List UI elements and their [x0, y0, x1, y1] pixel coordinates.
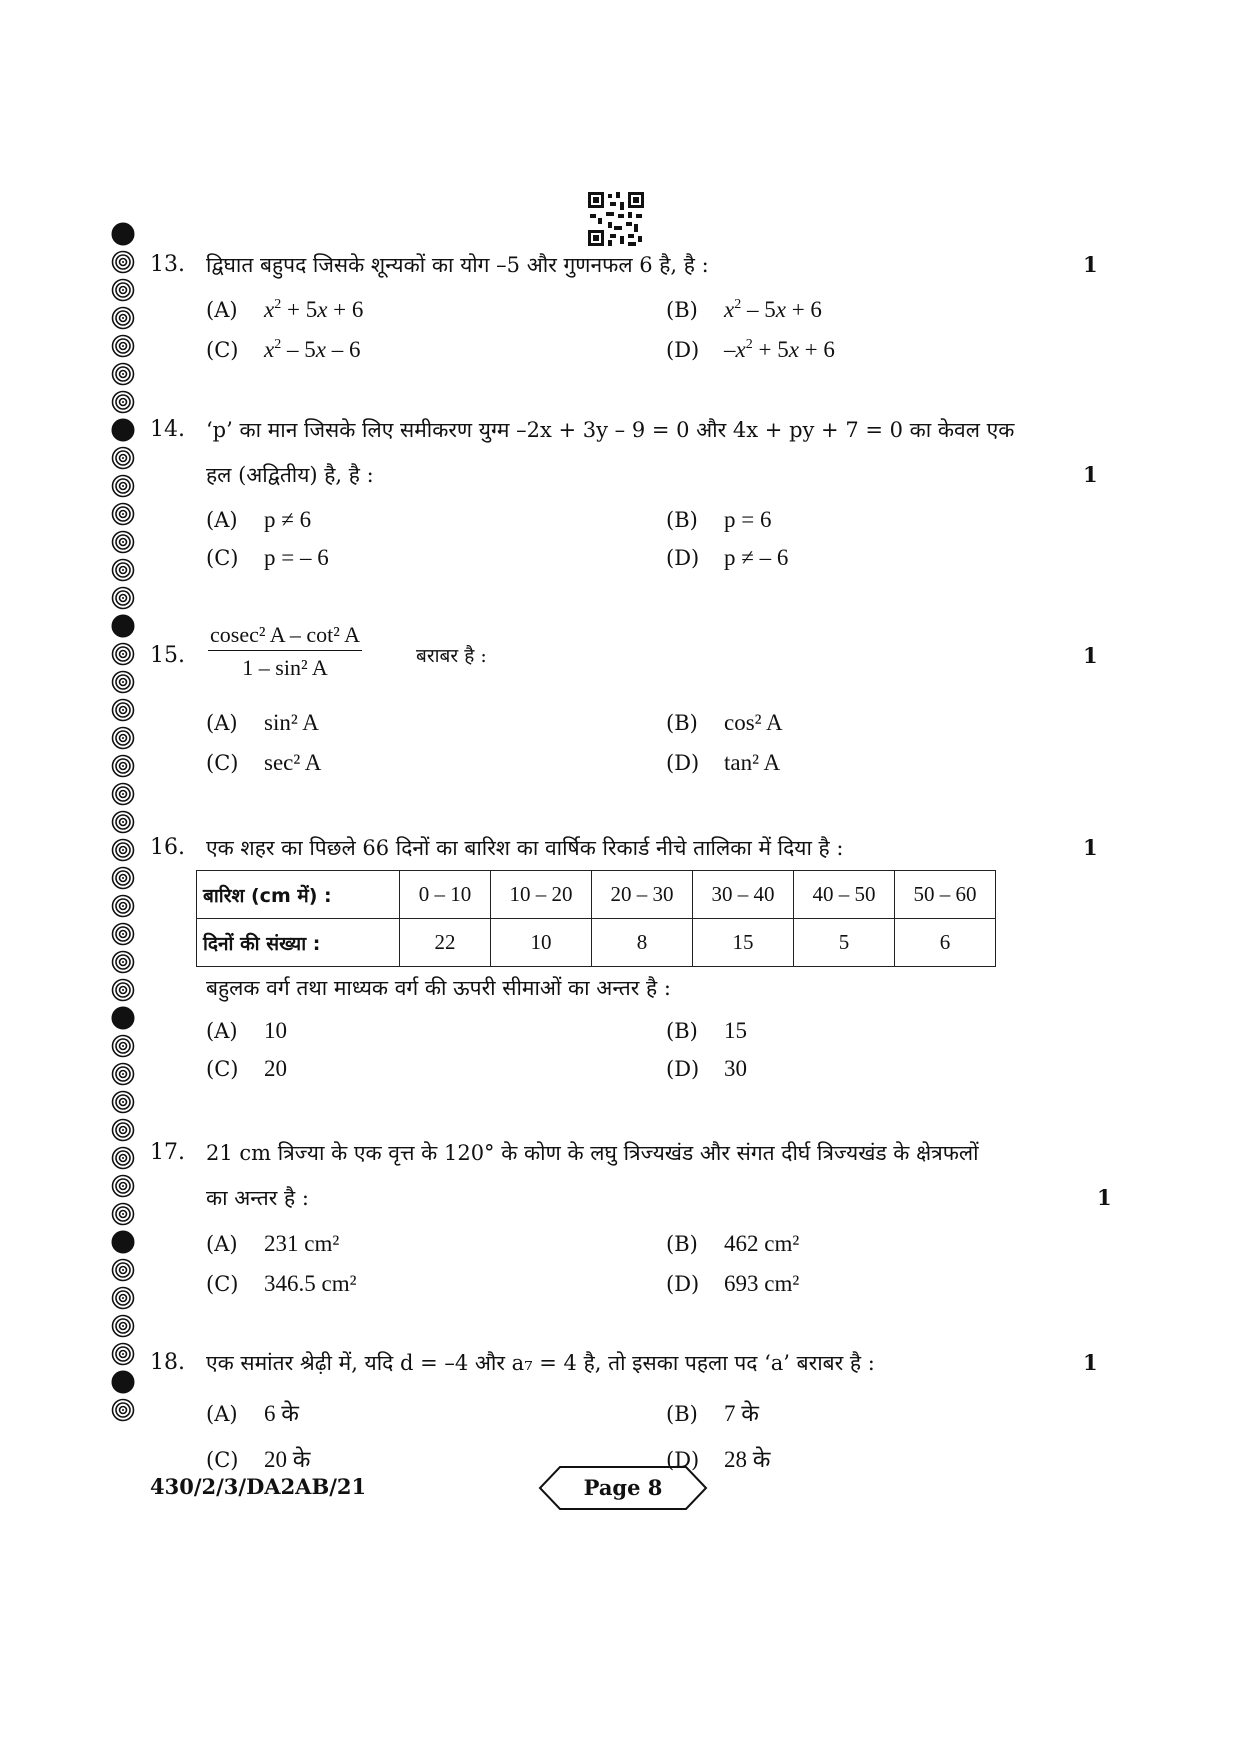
- page-number-tag: [538, 1465, 708, 1511]
- question-18-option-d: (D) 28 के: [666, 1447, 771, 1472]
- table-cell-days: 5: [794, 919, 895, 967]
- question-15-marks: 1: [1083, 643, 1098, 668]
- margin-circle-icon: [111, 418, 135, 442]
- question-15-option-c: (C) sec² A: [206, 750, 322, 775]
- margin-circle-icon: [111, 1090, 135, 1114]
- table-cell-interval: 0 – 10: [400, 871, 491, 919]
- question-13-option-b: (B) $x^2 - 5x + 6$: [666, 297, 822, 322]
- question-17-text-line1: 21 cm त्रिज्या के एक वृत्त के 120° के कोण के लघु त्रिज्यखंड और संगत दीर्घ त्रिज्यखंड के क्षेत्रफलों: [206, 1141, 979, 1165]
- margin-circle-icon: [111, 446, 135, 470]
- margin-circle-icon: [111, 390, 135, 414]
- qr-code: [588, 192, 644, 246]
- question-13-text: द्विघात बहुपद जिसके शून्यकों का योग –5 और गुणनफल 6 है, है :: [206, 253, 709, 277]
- question-14-option-c: (C) p = – 6: [206, 545, 329, 570]
- question-14-option-a: (A) p ≠ 6: [206, 507, 312, 532]
- question-15-number: 15.: [150, 643, 185, 668]
- question-18-option-b: (B) 7 के: [666, 1401, 759, 1426]
- table-row-header-rainfall: बारिश (cm में) :: [197, 871, 400, 919]
- table-cell-days: 22: [400, 919, 491, 967]
- table-cell-interval: 20 – 30: [592, 871, 693, 919]
- margin-circle-icon: [111, 1202, 135, 1226]
- rainfall-table: [196, 870, 996, 967]
- margin-circle-icon: [111, 1398, 135, 1422]
- table-row-header-days: दिनों की संख्या :: [197, 919, 400, 967]
- question-15-option-b: (B) cos² A: [666, 710, 783, 735]
- question-18-option-c: (C) 20 के: [206, 1447, 311, 1472]
- question-14-option-b: (B) p = 6: [666, 507, 772, 532]
- margin-circle-icon: [111, 782, 135, 806]
- question-16-text: एक शहर का पिछले 66 दिनों का बारिश का वार्षिक रिकार्ड नीचे तालिका में दिया है :: [206, 836, 844, 860]
- table-cell-days: 15: [693, 919, 794, 967]
- margin-circle-icon: [111, 306, 135, 330]
- margin-circle-icon: [111, 1342, 135, 1366]
- margin-circle-icon: [111, 1118, 135, 1142]
- margin-circle-icon: [111, 838, 135, 862]
- margin-circle-icon: [111, 922, 135, 946]
- question-17-text-line2: का अन्तर है :: [206, 1186, 309, 1210]
- margin-circle-icon: [111, 586, 135, 610]
- paper-code: 430/2/3/DA2AB/21: [150, 1474, 367, 1499]
- margin-circle-icon: [111, 222, 135, 246]
- margin-circle-icon: [111, 1314, 135, 1338]
- question-16-option-c: (C) 20: [206, 1056, 287, 1081]
- table-cell-interval: 40 – 50: [794, 871, 895, 919]
- margin-circle-icon: [111, 1146, 135, 1170]
- margin-circle-icon: [111, 810, 135, 834]
- question-17-option-c: (C) 346.5 cm²: [206, 1271, 357, 1296]
- question-15-option-d: (D) tan² A: [666, 750, 781, 775]
- table-cell-days: 6: [895, 919, 996, 967]
- table-cell-days: 10: [491, 919, 592, 967]
- margin-circle-icon: [111, 558, 135, 582]
- question-16-number: 16.: [150, 835, 185, 860]
- question-18-number: 18.: [150, 1350, 185, 1375]
- question-17-number: 17.: [150, 1140, 185, 1165]
- question-18-option-a: (A) 6 के: [206, 1401, 299, 1426]
- page-number: Page 8: [583, 1475, 663, 1500]
- question-16-option-a: (A) 10: [206, 1018, 287, 1043]
- table-cell-interval: 30 – 40: [693, 871, 794, 919]
- question-16-followup: बहुलक वर्ग तथा माध्यक वर्ग की ऊपरी सीमाओं का अन्तर है :: [206, 976, 671, 1000]
- margin-circle-icon: [111, 1006, 135, 1030]
- margin-circle-icon: [111, 278, 135, 302]
- margin-circle-icon: [111, 950, 135, 974]
- table-cell-days: 8: [592, 919, 693, 967]
- margin-circle-icon: [111, 1230, 135, 1254]
- margin-circle-icon: [111, 614, 135, 638]
- table-cell-interval: 10 – 20: [491, 871, 592, 919]
- question-16-marks: 1: [1083, 835, 1098, 860]
- margin-circle-icon: [111, 726, 135, 750]
- question-18-text: एक समांतर श्रेढ़ी में, यदि d = –4 और a₇ = 4 है, तो इसका पहला पद ‘a’ बराबर है :: [206, 1351, 875, 1375]
- margin-circle-icon: [111, 698, 135, 722]
- question-14-number: 14.: [150, 417, 185, 442]
- margin-circle-icon: [111, 670, 135, 694]
- question-14-text-line2: हल (अद्वितीय) है, है :: [206, 463, 374, 487]
- question-15-numerator: cosec² A – cot² A: [208, 622, 362, 651]
- table-row: [197, 919, 996, 967]
- margin-circle-icon: [111, 642, 135, 666]
- question-17-option-a: (A) 231 cm²: [206, 1231, 340, 1256]
- question-13-option-c: (C) $x^2 - 5x - 6$: [206, 337, 361, 362]
- table-cell-interval: 50 – 60: [895, 871, 996, 919]
- margin-circle-icon: [111, 250, 135, 274]
- margin-circle-icon: [111, 754, 135, 778]
- question-18-marks: 1: [1083, 1350, 1098, 1375]
- margin-circle-icon: [111, 1370, 135, 1394]
- question-17-option-b: (B) 462 cm²: [666, 1231, 800, 1256]
- margin-circle-icon: [111, 502, 135, 526]
- question-17-marks: 1: [1097, 1185, 1112, 1210]
- margin-circle-icon: [111, 1174, 135, 1198]
- margin-circle-icon: [111, 1034, 135, 1058]
- margin-circle-icon: [111, 894, 135, 918]
- margin-circle-icon: [111, 1062, 135, 1086]
- question-16-option-b: (B) 15: [666, 1018, 747, 1043]
- margin-circle-icon: [111, 866, 135, 890]
- question-13-option-d: (D) $-x^2 + 5x + 6$: [666, 337, 835, 362]
- margin-circle-icon: [111, 978, 135, 1002]
- margin-circle-icon: [111, 1258, 135, 1282]
- question-16-option-d: (D) 30: [666, 1056, 747, 1081]
- question-13-marks: 1: [1083, 252, 1098, 277]
- table-row: [197, 871, 996, 919]
- question-15-fraction: [208, 622, 362, 681]
- margin-circle-icon: [111, 1286, 135, 1310]
- question-17-option-d: (D) 693 cm²: [666, 1271, 800, 1296]
- question-13-option-a: (A) $x^2 + 5x + 6$: [206, 297, 364, 322]
- question-15-option-a: (A) sin² A: [206, 710, 319, 735]
- question-14-marks: 1: [1083, 462, 1098, 487]
- question-13-number: 13.: [150, 252, 185, 277]
- margin-circle-icon: [111, 530, 135, 554]
- question-14-text-line1: ‘p’ का मान जिसके लिए समीकरण युग्म –2x + 3y – 9 = 0 और 4x + py + 7 = 0 का केवल एक: [206, 418, 1015, 442]
- question-15-denominator: 1 – sin² A: [242, 655, 328, 680]
- question-14-option-d: (D) p ≠ – 6: [666, 545, 789, 570]
- margin-decoration-strip: [108, 222, 138, 1426]
- margin-circle-icon: [111, 362, 135, 386]
- question-15-text: बराबर है :: [416, 645, 487, 667]
- margin-circle-icon: [111, 474, 135, 498]
- margin-circle-icon: [111, 334, 135, 358]
